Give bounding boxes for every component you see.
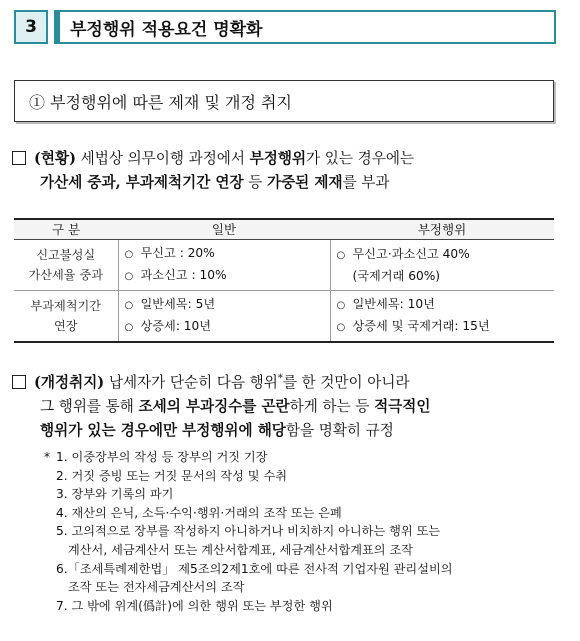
general-cell xyxy=(118,239,330,290)
purpose-text-2b: 조세의 부과징수를 곤란 xyxy=(138,397,290,415)
circle-bullet-icon: ○ xyxy=(336,249,346,261)
section-number: 3 xyxy=(14,10,48,44)
fraud-cell xyxy=(330,290,554,342)
list-item xyxy=(44,448,564,467)
table-header-general: 일반 xyxy=(118,219,330,239)
checkbox-bullet-icon xyxy=(12,151,26,165)
list-item xyxy=(44,522,564,541)
current-text-1b: 부정행위 xyxy=(249,150,307,167)
circle-bullet-icon: ○ xyxy=(124,270,134,282)
purpose-text-1b: 를 한 것만이 아니라 xyxy=(282,373,410,391)
current-text-2d: 를 부과 xyxy=(342,174,390,191)
list-item-text: 2. 거짓 증빙 또는 거짓 문서의 작성 및 수취 xyxy=(56,468,287,483)
list-item xyxy=(44,541,564,560)
table-header-category: 구 분 xyxy=(14,219,118,239)
section-title: 부정행위 적용요건 명확화 xyxy=(54,10,556,44)
circle-bullet-icon: ○ xyxy=(124,299,134,311)
purpose-label: (개정취지) xyxy=(34,373,105,391)
fraud-cell xyxy=(330,239,554,290)
cell-text: 일반세목: 5년 xyxy=(140,296,216,311)
row-label xyxy=(14,239,118,290)
list-item xyxy=(44,578,564,597)
circle-bullet-icon: ○ xyxy=(124,248,134,260)
list-item-text: 3. 장부와 기록의 파기 xyxy=(56,487,174,502)
list-item-text: 계산서, 세금계산서 또는 계산서합계표, 세금계산서합계표의 조작 xyxy=(68,542,413,557)
row-label-line: 부과제척기간 xyxy=(30,298,102,313)
current-status-paragraph xyxy=(12,147,564,195)
footnote-star: * xyxy=(277,373,283,384)
list-item-text: 7. 그 밖에 위계(僞計)에 의한 행위 또는 부정한 행위 xyxy=(56,598,333,613)
cell-text: 상증세 및 국제거래: 15년 xyxy=(352,318,490,333)
cell-text: 상증세: 10년 xyxy=(140,318,212,333)
current-text-1c: 가 있는 경우에는 xyxy=(306,150,415,167)
current-text-1a: 세법상 의무이행 과정에서 xyxy=(76,150,250,167)
list-item xyxy=(44,467,564,486)
table-row xyxy=(14,290,554,342)
circle-bullet-icon: ○ xyxy=(336,321,346,333)
row-label xyxy=(14,290,118,342)
current-text-2c: 가중된 제재 xyxy=(266,174,343,191)
row-label-line: 연장 xyxy=(53,318,78,333)
table-row xyxy=(14,239,554,290)
cell-text: (국제거래 60%) xyxy=(352,268,441,283)
footnote-star: * xyxy=(44,450,51,464)
list-item-text: 조작 또는 전자세금계산서의 조작 xyxy=(68,580,245,595)
section-header xyxy=(14,10,556,44)
table-header-fraud: 부정행위 xyxy=(330,219,554,239)
footnote-list xyxy=(44,448,564,615)
cell-text: 과소신고 : 10% xyxy=(140,267,227,282)
current-label: (현황) xyxy=(34,150,77,167)
purpose-text-2a: 그 행위를 통해 xyxy=(40,397,139,415)
list-item xyxy=(44,485,564,504)
checkbox-bullet-icon xyxy=(12,375,26,389)
comparison-table xyxy=(14,218,554,343)
purpose-text-2d: 적극적인 xyxy=(374,397,431,415)
table-header-row xyxy=(14,219,554,239)
subsection-title: ① 부정행위에 따른 제재 및 개정 취지 xyxy=(14,80,554,122)
purpose-text-2c: 하게 하는 등 xyxy=(289,397,375,415)
list-item-text: 5. 고의적으로 장부를 작성하지 아니하거나 비치하지 아니하는 행위 또는 xyxy=(56,524,441,539)
cell-text: 일반세목: 10년 xyxy=(352,296,435,311)
row-label-line: 신고불성실 xyxy=(36,247,96,262)
cell-text: 무신고 : 20% xyxy=(140,245,215,260)
purpose-text-3b: 함을 명확히 규정 xyxy=(285,421,394,439)
list-item-text: 6.「조세특례제한법」 제5조의2제1호에 따른 전사적 기업자원 관리설비의 xyxy=(56,561,453,576)
current-text-2b: 등 xyxy=(243,174,267,191)
circle-bullet-icon: ○ xyxy=(336,299,346,311)
purpose-paragraph xyxy=(12,367,564,443)
list-item xyxy=(44,597,564,616)
list-item xyxy=(44,504,564,523)
current-text-2a: 가산세 중과, 부과제척기간 연장 xyxy=(40,174,244,191)
row-label-line: 가산세율 중과 xyxy=(28,267,103,282)
purpose-text-1a: 납세자가 단순히 다음 행위 xyxy=(104,373,278,391)
general-cell xyxy=(118,290,330,342)
list-item-text: 1. 이중장부의 작성 등 장부의 거짓 기장 xyxy=(56,450,268,464)
list-item xyxy=(44,560,564,579)
list-item-text: 4. 재산의 은닉, 소득·수익·행위·거래의 조작 또는 은폐 xyxy=(56,505,342,520)
purpose-text-3a: 행위가 있는 경우에만 부정행위에 해당 xyxy=(40,421,286,439)
cell-text: 무신고·과소신고 40% xyxy=(352,246,470,261)
circle-bullet-icon: ○ xyxy=(124,321,134,333)
